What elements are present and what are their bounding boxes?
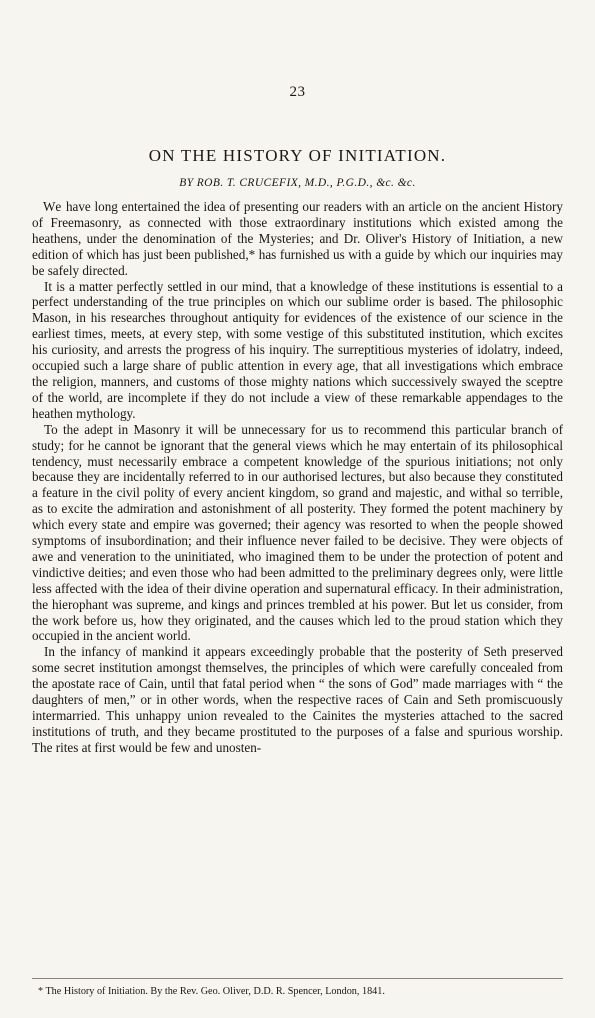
author-byline: BY ROB. T. CRUCEFIX, M.D., P.G.D., &c. &c. (179, 177, 416, 189)
paragraph: In the infancy of mankind it appears exceedingly probable that the posterity of Seth preserved some secret institution amongst themselves, the principles of which were carefully concealed from the apostate race of Cain, until that fatal period when “ the sons of God” made marriages with “ the daughters of men,” or in other words, when the respective races of Cain and Seth promiscuously intermarried. This unhappy union revealed to the Cainites the mysteries attached to the sacred institutions of truth, and they became prostituted to the purposes of a false and spurious worship. The rites at first would be few and unosten- (32, 644, 563, 755)
page-number: 23 (289, 84, 306, 100)
paragraph: To the adept in Masonry it will be unnecessary for us to recommend this particular branch of study; for he cannot be ignorant that the general views which he may entertain of its philosophical tendency, must necessarily embrace a competent knowledge of the spurious initiations; not only because they are incidentally referred to in our authorised lectures, but also because they constituted a feature in the civil polity of every ancient kingdom, so grand and majestic, and withal so terrible, as to excite the admiration and astonishment of all posterity. They formed the potent machinery by which every state and empire was governed; their agency was resorted to when the people showed symptoms of insubordination; and their influence never failed to be decisive. They were objects of awe and veneration to the uninitiated, who imagined them to be under the protection of potent and vindictive deities; and even those who had been admitted to the preliminary degrees only, were little less affected with the idea of their divine operation and supernatural efficacy. In their administration, the hierophant was supreme, and kings and princes trembled at his power. But let us consider, from the work before us, how they originated, and the causes which led to the proud station which they occupied in the ancient world. (32, 421, 563, 644)
article-body (32, 199, 563, 756)
paragraph (32, 199, 563, 279)
footnote: * The History of Initiation. By the Rev. Geo. Oliver, D.D. R. Spencer, London, 1841. (38, 986, 385, 997)
opening-word: We (43, 199, 63, 214)
paragraph-text: have long entertained the idea of presenting our readers with an article on the ancient History of Freemasonry, as connected with those extraordinary institutions which existed among the heathens, under the denomination of the Mysteries; and Dr. Oliver's History of Initiation, a new edition of which has just been published,* has furnished us with a guide by which our inquiries may be safely directed. (32, 199, 563, 278)
footnote-divider (32, 978, 563, 979)
paragraph: It is a matter perfectly settled in our mind, that a knowledge of these institutions is essential to a perfect understanding of the true principles on which our sublime order is based. The philosophic Mason, in his researches throughout antiquity for evidences of the existence of our science in the earliest times, meets, at every step, with some vestige of this substituted institution, which excites his curiosity, and arrests the progress of his inquiry. The surreptitious mysteries of idolatry, indeed, occupied such a large share of public attention in every age, that all investigations which embrace the religion, manners, and customs of those mighty nations which successively swayed the sceptre of the world, are incomplete if they do not include a view of these remarkable appendages to the heathen mythology. (32, 278, 563, 421)
article-title: ON THE HISTORY OF INITIATION. (148, 146, 447, 165)
